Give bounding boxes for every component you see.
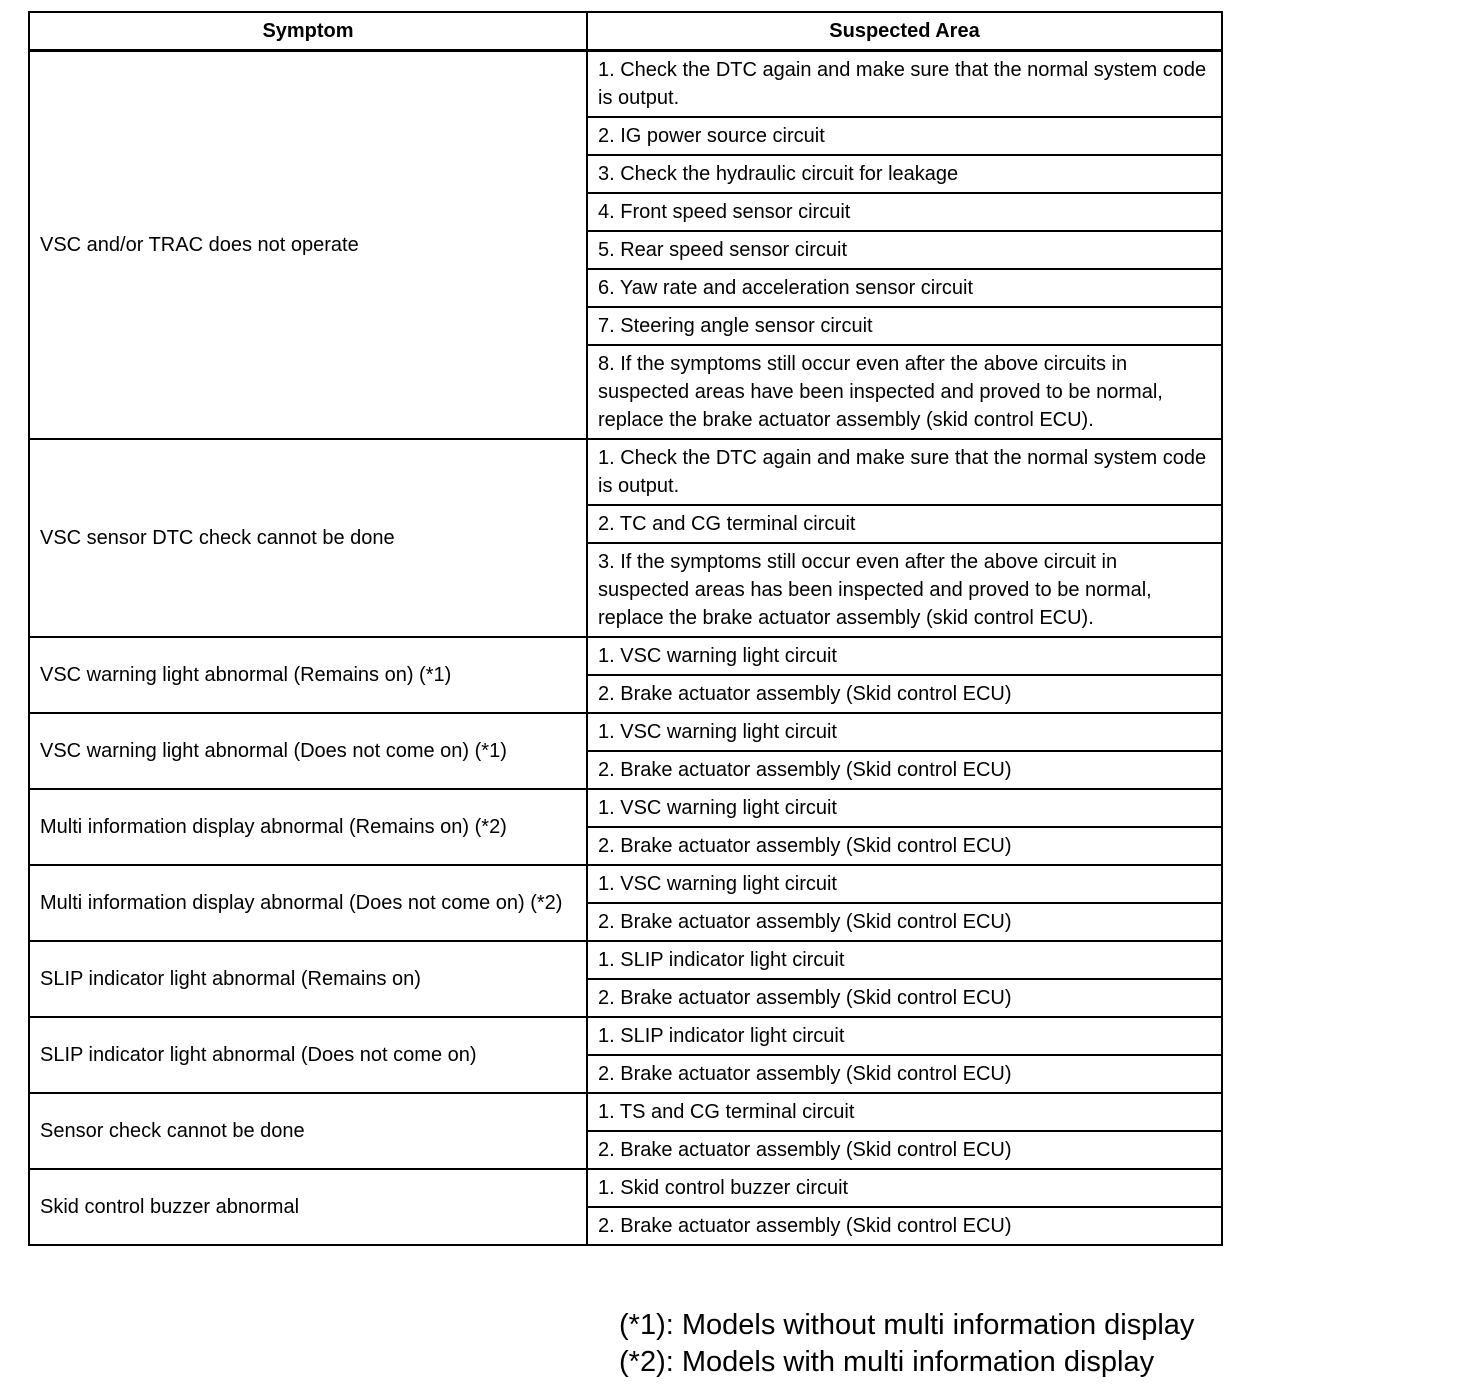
table-body: [29, 51, 1222, 1246]
suspected-area-cell: 2. Brake actuator assembly (Skid control ECU): [587, 1131, 1222, 1169]
suspected-area-cell: 3. Check the hydraulic circuit for leakage: [587, 155, 1222, 193]
suspected-area-cell: 5. Rear speed sensor circuit: [587, 231, 1222, 269]
symptom-cell: VSC and/or TRAC does not operate: [29, 51, 587, 440]
suspected-area-cell: 2. Brake actuator assembly (Skid control ECU): [587, 979, 1222, 1017]
suspected-area-cell: 2. Brake actuator assembly (Skid control ECU): [587, 827, 1222, 865]
suspected-area-cell: 1. VSC warning light circuit: [587, 637, 1222, 675]
symptom-cell: Skid control buzzer abnormal: [29, 1169, 587, 1245]
table-row: [29, 713, 1222, 751]
table-row: [29, 637, 1222, 675]
suspected-area-cell: 1. Check the DTC again and make sure that the normal system code is output.: [587, 439, 1222, 505]
symptom-cell: Multi information display abnormal (Does not come on) (*2): [29, 865, 587, 941]
suspected-area-cell: 2. Brake actuator assembly (Skid control ECU): [587, 675, 1222, 713]
suspected-area-cell: 1. Check the DTC again and make sure that the normal system code is output.: [587, 51, 1222, 118]
footnote-1: (*1): Models without multi information display: [619, 1309, 1195, 1341]
table-row: [29, 941, 1222, 979]
suspected-area-cell: 7. Steering angle sensor circuit: [587, 307, 1222, 345]
suspected-area-cell: 4. Front speed sensor circuit: [587, 193, 1222, 231]
table-header-row: [29, 12, 1222, 51]
symptom-table: [28, 11, 1223, 1246]
table-row: [29, 789, 1222, 827]
table-row: [29, 1017, 1222, 1055]
symptom-table-container: [28, 11, 1221, 1246]
table-row: [29, 1093, 1222, 1131]
symptom-cell: Sensor check cannot be done: [29, 1093, 587, 1169]
table-row: [29, 439, 1222, 505]
symptom-cell: SLIP indicator light abnormal (Does not come on): [29, 1017, 587, 1093]
suspected-area-cell: 2. TC and CG terminal circuit: [587, 505, 1222, 543]
table-row: [29, 865, 1222, 903]
suspected-area-cell: 1. TS and CG terminal circuit: [587, 1093, 1222, 1131]
suspected-area-cell: 1. VSC warning light circuit: [587, 865, 1222, 903]
symptom-cell: Multi information display abnormal (Remains on) (*2): [29, 789, 587, 865]
symptom-cell: VSC warning light abnormal (Remains on) (*1): [29, 637, 587, 713]
suspected-area-cell: 2. Brake actuator assembly (Skid control ECU): [587, 1207, 1222, 1245]
symptom-cell: VSC warning light abnormal (Does not come on) (*1): [29, 713, 587, 789]
suspected-area-cell: 1. SLIP indicator light circuit: [587, 1017, 1222, 1055]
footnotes: [619, 1307, 1194, 1381]
table-row: [29, 1169, 1222, 1207]
header-suspected-area: Suspected Area: [587, 12, 1222, 51]
symptom-cell: VSC sensor DTC check cannot be done: [29, 439, 587, 637]
suspected-area-cell: 8. If the symptoms still occur even after the above circuits in suspected areas have been inspected and proved to be normal, replace the brake actuator assembly (skid control ECU).: [587, 345, 1222, 439]
suspected-area-cell: 2. Brake actuator assembly (Skid control ECU): [587, 751, 1222, 789]
suspected-area-cell: 1. VSC warning light circuit: [587, 713, 1222, 751]
suspected-area-cell: 1. Skid control buzzer circuit: [587, 1169, 1222, 1207]
table-row: [29, 51, 1222, 118]
suspected-area-cell: 6. Yaw rate and acceleration sensor circuit: [587, 269, 1222, 307]
suspected-area-cell: 3. If the symptoms still occur even after the above circuit in suspected areas has been inspected and proved to be normal, replace the brake actuator assembly (skid control ECU).: [587, 543, 1222, 637]
suspected-area-cell: 1. VSC warning light circuit: [587, 789, 1222, 827]
suspected-area-cell: 2. Brake actuator assembly (Skid control ECU): [587, 903, 1222, 941]
symptom-cell: SLIP indicator light abnormal (Remains on): [29, 941, 587, 1017]
suspected-area-cell: 2. Brake actuator assembly (Skid control ECU): [587, 1055, 1222, 1093]
header-symptom: Symptom: [29, 12, 587, 51]
footnote-2: (*2): Models with multi information display: [619, 1346, 1155, 1378]
suspected-area-cell: 2. IG power source circuit: [587, 117, 1222, 155]
suspected-area-cell: 1. SLIP indicator light circuit: [587, 941, 1222, 979]
